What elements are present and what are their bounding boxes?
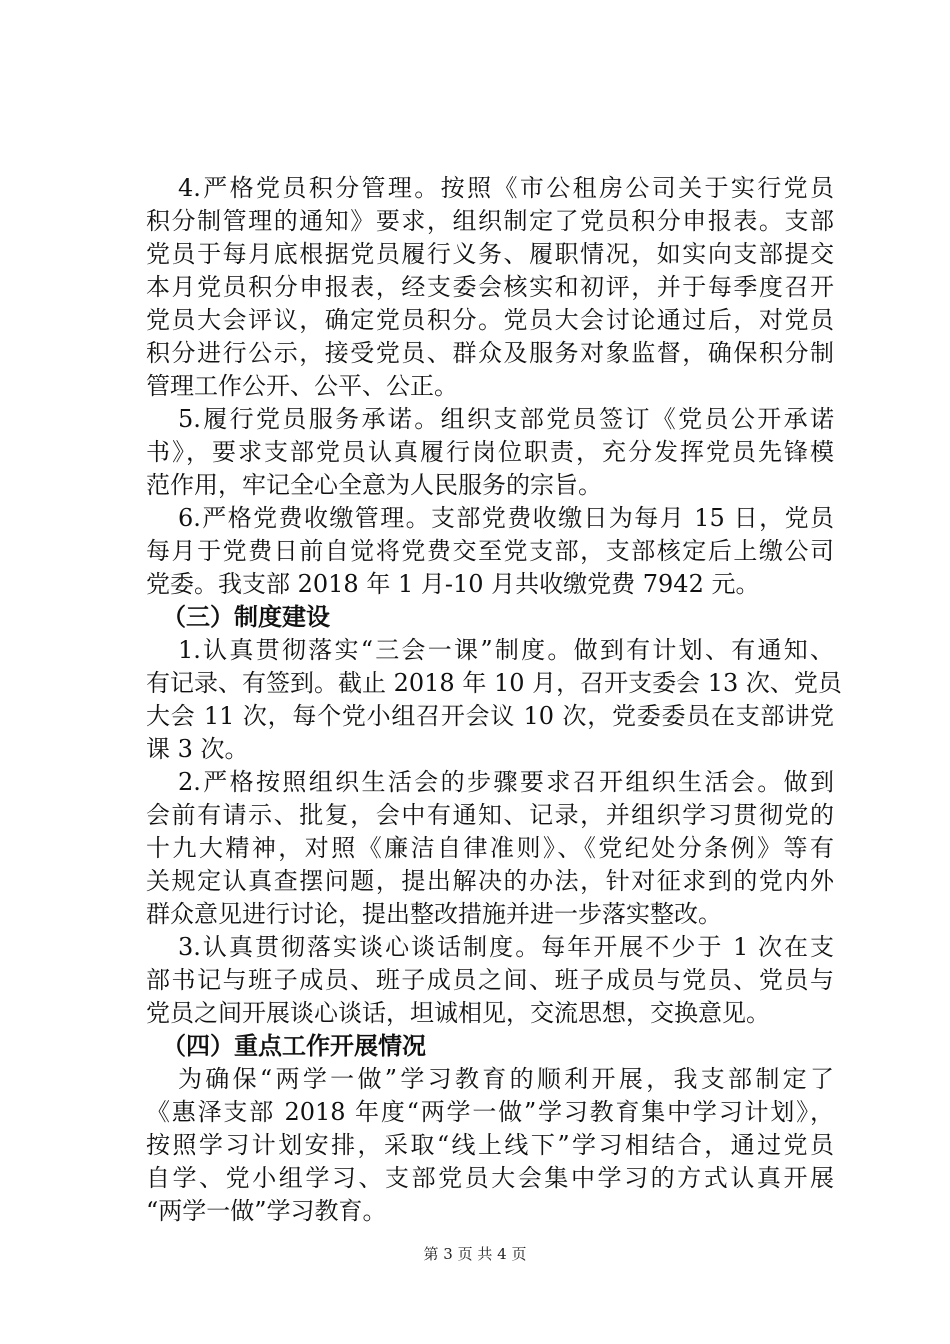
page-number-footer: 第 3 页 共 4 页 [423, 1245, 527, 1263]
text-line: 5.履行党员服务承诺。组织支部党员签订《党员公开承诺 [178, 405, 834, 433]
text-line: 范作用，牢记全心全意为人民服务的宗旨。 [146, 471, 602, 499]
text-line: 积分进行公示，接受党员、群众及服务对象监督，确保积分制 [146, 339, 834, 367]
text-line: 党委。我支部 2018 年 1 月-10 月共收缴党费 7942 元。 [146, 570, 760, 598]
text-line: 书》，要求支部党员认真履行岗位职责，充分发挥党员先锋模 [146, 438, 834, 466]
section-heading: （三）制度建设 [162, 603, 330, 631]
text-line: 2.严格按照组织生活会的步骤要求召开组织生活会。做到 [178, 768, 834, 796]
text-line: 会前有请示、批复，会中有通知、记录，并组织学习贯彻党的 [146, 801, 834, 829]
text-line: “两学一做”学习教育。 [146, 1197, 387, 1225]
text-line: 党员之间开展谈心谈话，坦诚相见，交流思想，交换意见。 [146, 999, 770, 1027]
text-line: 大会 11 次，每个党小组召开会议 10 次，党委委员在支部讲党 [146, 702, 834, 730]
text-line: 群众意见进行讨论，提出整改措施并进一步落实整改。 [146, 900, 722, 928]
paragraph [146, 634, 842, 766]
text-line: 为确保“两学一做”学习教育的顺利开展，我支部制定了 [178, 1065, 834, 1093]
text-line: 有记录、有签到。截止 2018 年 10 月，召开支委会 13 次、党员 [146, 669, 842, 697]
paragraph [146, 502, 834, 601]
text-line: 党员大会评议，确定党员积分。党员大会讨论通过后，对党员 [146, 306, 834, 334]
text-line: 党员于每月底根据党员履行义务、履职情况，如实向支部提交 [146, 240, 834, 268]
text-line: 自学、党小组学习、支部党员大会集中学习的方式认真开展 [146, 1164, 834, 1192]
text-line: 关规定认真查摆问题，提出解决的办法，针对征求到的党内外 [146, 867, 834, 895]
paragraph [146, 1063, 834, 1228]
paragraph [146, 172, 834, 403]
text-line: 积分制管理的通知》要求，组织制定了党员积分申报表。支部 [146, 207, 834, 235]
text-line: 管理工作公开、公平、公正。 [146, 372, 458, 400]
text-line: 3.认真贯彻落实谈心谈话制度。每年开展不少于 1 次在支 [178, 933, 834, 961]
text-line: 1.认真贯彻落实“三会一课”制度。做到有计划、有通知、 [178, 636, 834, 664]
text-line: 课 3 次。 [146, 735, 249, 763]
text-line: 按照学习计划安排，采取“线上线下”学习相结合，通过党员 [146, 1131, 834, 1159]
document-body [146, 172, 842, 1228]
text-line: 每月于党费日前自觉将党费交至党支部，支部核定后上缴公司 [146, 537, 834, 565]
text-line: 4.严格党员积分管理。按照《市公租房公司关于实行党员 [178, 174, 834, 202]
text-line: 《惠泽支部 2018 年度“两学一做”学习教育集中学习计划》， [146, 1098, 834, 1126]
paragraph [146, 766, 834, 931]
text-line: 部书记与班子成员、班子成员之间、班子成员与党员、党员与 [146, 966, 834, 994]
paragraph [146, 403, 834, 502]
paragraph [146, 931, 834, 1030]
text-line: 十九大精神，对照《廉洁自律准则》、《党纪处分条例》等有 [146, 834, 834, 862]
section-heading: （四）重点工作开展情况 [162, 1032, 426, 1060]
text-line: 本月党员积分申报表，经支委会核实和初评，并于每季度召开 [146, 273, 834, 301]
text-line: 6.严格党费收缴管理。支部党费收缴日为每月 15 日，党员 [178, 504, 834, 532]
